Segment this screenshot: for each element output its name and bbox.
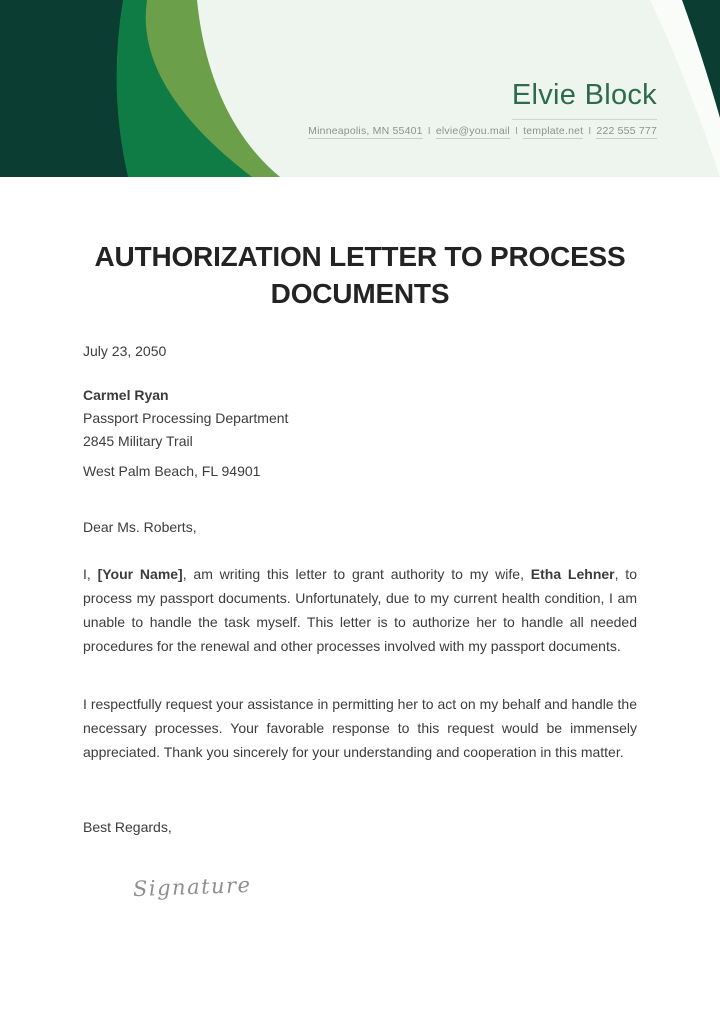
contact-line xyxy=(308,125,657,137)
recipient-city: West Palm Beach, FL 94901 xyxy=(83,463,261,479)
letter-content xyxy=(0,177,720,902)
signature-script: Signature xyxy=(132,872,252,902)
recipient-block xyxy=(83,384,637,483)
paragraph1-text: , am writing this letter to grant authority to my wife, xyxy=(182,566,531,582)
body-paragraph-1 xyxy=(83,562,637,658)
contact-phone: 222 555 777 xyxy=(596,124,657,137)
letterhead-text xyxy=(308,80,657,137)
letterhead xyxy=(0,0,720,177)
letter-date: July 23, 2050 xyxy=(83,343,167,359)
salutation: Dear Ms. Roberts, xyxy=(83,519,197,535)
contact-location: Minneapolis, MN 55401 xyxy=(308,124,423,137)
recipient-department: Passport Processing Department xyxy=(83,410,289,426)
contact-separator: I xyxy=(514,124,519,137)
recipient-name: Carmel Ryan xyxy=(83,387,169,403)
document-title-line1: AUTHORIZATION LETTER TO PROCESS xyxy=(94,241,626,272)
contact-email: elvie@you.mail xyxy=(435,124,510,137)
contact-separator: I xyxy=(588,124,592,137)
contact-separator: I xyxy=(427,124,431,137)
dark-green-block-shape xyxy=(0,0,128,177)
document-title-line2: DOCUMENTS xyxy=(270,278,450,309)
contact-website: template.net xyxy=(523,124,584,137)
wife-name: Etha Lehner xyxy=(530,566,615,582)
body-paragraph-2: I respectfully request your assistance in permitting her to act on my behalf and handle the necessary processes. Your favorable response to this request would be immensely appreciated. Thank you sincerely for your understanding and cooperation in this matter. xyxy=(83,696,637,760)
document-title xyxy=(83,238,637,312)
recipient-street: 2845 Military Trail xyxy=(83,433,193,449)
paragraph1-text: I, xyxy=(83,566,98,582)
sender-name: Elvie Block xyxy=(512,80,657,120)
paragraph1-text: , to process my passport documents. Unfortunately, due to my current health condition, I am unable to handle the task myself. This letter is to authorize her to handle all needed procedures for the renewal and other processes involved with my passport documents. xyxy=(83,566,637,654)
closing-line: Best Regards, xyxy=(83,819,172,835)
your-name-placeholder: [Your Name] xyxy=(97,566,183,582)
